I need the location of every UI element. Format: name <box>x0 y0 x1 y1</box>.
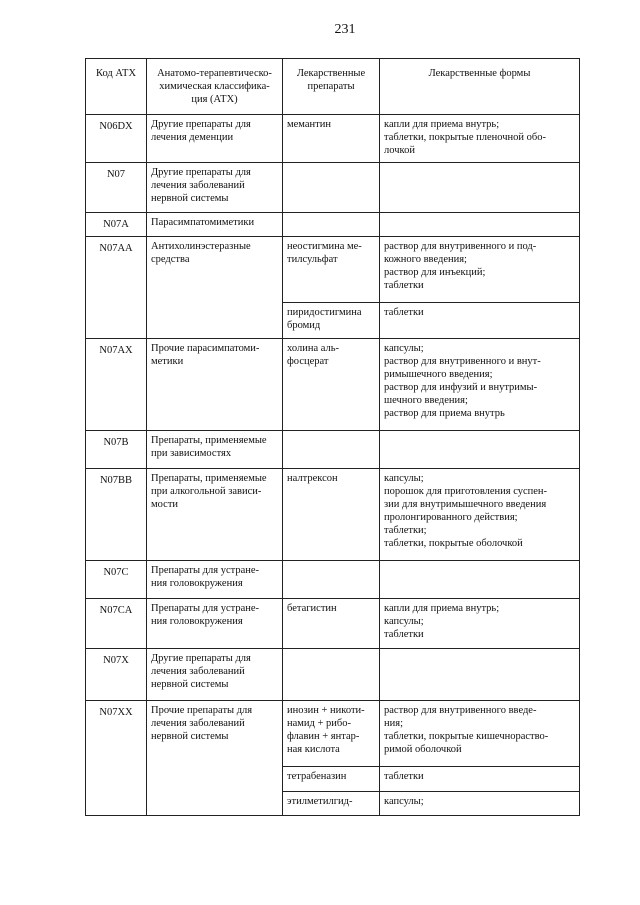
atc-group-name: Другие препараты для лечения заболеваний нервной системы <box>147 649 283 701</box>
atc-table <box>85 58 580 816</box>
table-row <box>86 561 580 599</box>
drug-name: этилметилгид- <box>283 792 380 816</box>
table-row <box>86 469 580 561</box>
header-drugs: Лекарственные препараты <box>283 59 380 115</box>
drug-name <box>283 561 380 599</box>
drug-name: неостигмина ме- тилсульфат <box>283 237 380 303</box>
drug-name: пиридостигмина бромид <box>283 303 380 339</box>
drug-name: инозин + никоти- намид + рибо- флавин + янтар- ная кислота <box>283 701 380 767</box>
table-row <box>86 339 580 431</box>
dosage-forms: капсулы; раствор для внутривенного и внут- римышечного введения; раствор для инфузий и внутримы- шечного введения; раствор для приема внутрь <box>380 339 580 431</box>
atc-group-name: Препараты, применяемые при алкогольной зависи- мости <box>147 469 283 561</box>
header-code: Код АТХ <box>86 59 147 115</box>
atc-group-name: Препараты для устране- ния головокружения <box>147 599 283 649</box>
drug-name: тетрабеназин <box>283 767 380 792</box>
table-row <box>86 115 580 163</box>
table-row <box>86 213 580 237</box>
dosage-forms: таблетки <box>380 303 580 339</box>
dosage-forms <box>380 431 580 469</box>
atc-code: N07A <box>86 213 147 237</box>
atc-code: N07XX <box>86 701 147 816</box>
atc-group-name: Прочие парасимпатоми- метики <box>147 339 283 431</box>
dosage-forms: капли для приема внутрь; таблетки, покрытые пленочной обо- лочкой <box>380 115 580 163</box>
dosage-forms: таблетки <box>380 767 580 792</box>
dosage-forms: капсулы; порошок для приготовления суспен- зии для внутримышечного введения пролонгированного действия; таблетки; таблетки, покрытые оболочкой <box>380 469 580 561</box>
atc-code: N07C <box>86 561 147 599</box>
drug-name: холина аль- фосцерат <box>283 339 380 431</box>
atc-code: N07AX <box>86 339 147 431</box>
drug-name: мемантин <box>283 115 380 163</box>
header-classification: Анатомо-терапевтическо- химическая классифика- ция (АТХ) <box>147 59 283 115</box>
table-row <box>86 163 580 213</box>
drug-name <box>283 213 380 237</box>
header-forms: Лекарственные формы <box>380 59 580 115</box>
atc-code: N06DX <box>86 115 147 163</box>
table-row <box>86 431 580 469</box>
table-row <box>86 701 580 767</box>
table-row <box>86 649 580 701</box>
atc-group-name: Препараты для устране- ния головокружения <box>147 561 283 599</box>
dosage-forms: капсулы; <box>380 792 580 816</box>
atc-group-name: Антихолинэстеразные средства <box>147 237 283 339</box>
atc-group-name: Препараты, применяемые при зависимостях <box>147 431 283 469</box>
dosage-forms <box>380 649 580 701</box>
dosage-forms: раствор для внутривенного введе- ния; таблетки, покрытые кишечнораство- римой оболочкой <box>380 701 580 767</box>
dosage-forms <box>380 561 580 599</box>
atc-group-name: Другие препараты для лечения деменции <box>147 115 283 163</box>
atc-code: N07AA <box>86 237 147 339</box>
table-header-row <box>86 59 580 115</box>
drug-name <box>283 163 380 213</box>
atc-group-name: Другие препараты для лечения заболеваний нервной системы <box>147 163 283 213</box>
dosage-forms <box>380 213 580 237</box>
atc-code: N07X <box>86 649 147 701</box>
drug-name: налтрексон <box>283 469 380 561</box>
atc-code: N07BB <box>86 469 147 561</box>
drug-name: бетагистин <box>283 599 380 649</box>
table-row <box>86 237 580 303</box>
dosage-forms <box>380 163 580 213</box>
atc-code: N07 <box>86 163 147 213</box>
page-number: 231 <box>334 22 356 37</box>
drug-name <box>283 431 380 469</box>
atc-code: N07CA <box>86 599 147 649</box>
dosage-forms: раствор для внутривенного и под- кожного введения; раствор для инъекций; таблетки <box>380 237 580 303</box>
drug-name <box>283 649 380 701</box>
atc-group-name: Прочие препараты для лечения заболеваний нервной системы <box>147 701 283 816</box>
atc-group-name: Парасимпатомиметики <box>147 213 283 237</box>
dosage-forms: капли для приема внутрь; капсулы; таблетки <box>380 599 580 649</box>
atc-code: N07B <box>86 431 147 469</box>
table-row <box>86 599 580 649</box>
